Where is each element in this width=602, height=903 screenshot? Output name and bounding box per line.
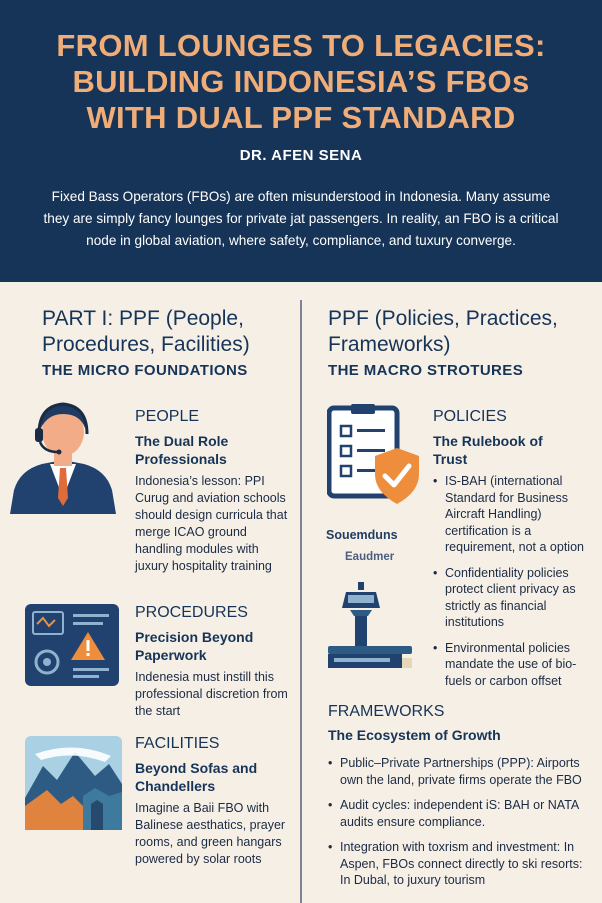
policies-list: [433, 473, 591, 698]
frameworks-bullet-3: • Integration with toxrism and investment: In Aspen, FBOs connect directly to ski resorts: In Dubal, to juxury tourism: [328, 839, 590, 889]
facilities-heading: FACILITIES: [135, 735, 220, 752]
procedures-subheading: Precision Beyond Paperwork: [135, 629, 254, 663]
frameworks-bullet-1: • Public–Private Partnerships (PPP): Airports own the land, private firms operate the FBO: [328, 755, 590, 788]
right-column-subtitle: THE MACRO STROTURES: [328, 362, 524, 379]
facilities-subheading: Beyond Sofas and Chandellers: [135, 760, 258, 794]
checklist-shield-icon: [327, 404, 421, 506]
frameworks-heading: FRAMEWORKS: [328, 703, 445, 720]
policies-heading: POLICIES: [433, 408, 507, 425]
frameworks-subheading: The Ecosystem of Growth: [328, 727, 501, 743]
facilities-landscape-icon: [25, 736, 122, 830]
people-subheading: The Dual Role Professionals: [135, 433, 229, 467]
control-tower-icon: [328, 582, 412, 672]
left-column-subtitle: THE MICRO FOUNDATIONS: [42, 362, 248, 379]
title-line-3: WITH DUAL PPF STANDARD: [86, 100, 516, 135]
intro-paragraph: Fixed Bass Operators (FBOs) are often misunderstood in Indonesia. Many assume they are simply fancy lounges for private jat passengers. In reality, an FBO is a critical node in global aviation, where safety, compliance, and tuxury converge.: [43, 189, 559, 248]
policies-bullet-2: • Confidentiality policies protect client privacy as strictly as financial institutions: [433, 565, 591, 631]
policies-bullet-1: • IS-BAH (international Standard for Business Aircraft Handling) certification is a requirement, not a option: [433, 473, 591, 556]
policies-bullet-3: • Environmental policies mandate the use of bio-fuels or carbon offset: [433, 640, 591, 690]
column-divider: [300, 300, 302, 903]
frameworks-list: [328, 755, 590, 898]
people-text: Indonesia’s lesson: PPI Curug and aviation schools should design curricula that merge ICAO ground handling modules with juxury hospitality training: [135, 474, 288, 573]
procedures-text: Indenesia must instill this professional discretion from the start: [135, 670, 288, 718]
left-column-title: PART I: PPF (People, Procedures, Facilities): [42, 307, 250, 356]
title-line-1: FROM LOUNGES TO LEGACIES:: [56, 28, 546, 63]
frameworks-bullet-2: • Audit cycles: independent iS: BAH or NATA audits ensure compliance.: [328, 797, 590, 830]
author-name: DR. AFEN SENA: [239, 147, 363, 164]
procedures-panel-icon: [25, 604, 119, 686]
procedures-heading: PROCEDURES: [135, 604, 248, 621]
badge-label-2: Eaudmer: [345, 551, 395, 563]
badge-label-1: Souemduns: [326, 528, 398, 542]
people-heading: PEOPLE: [135, 408, 200, 425]
right-column-title: PPF (Policies, Practices, Frameworks): [328, 307, 558, 356]
facilities-text: Imagine a Baii FBO with Balinese aesthatics, prayer rooms, and green hangars powered by solar roots: [135, 801, 286, 866]
page-title: [0, 28, 602, 136]
header-banner: [0, 0, 602, 282]
policies-subheading: The Rulebook of Trust: [433, 433, 543, 467]
title-line-2: BUILDING INDONESIA’S FBOs: [72, 64, 530, 99]
agent-avatar-icon: [10, 398, 116, 514]
